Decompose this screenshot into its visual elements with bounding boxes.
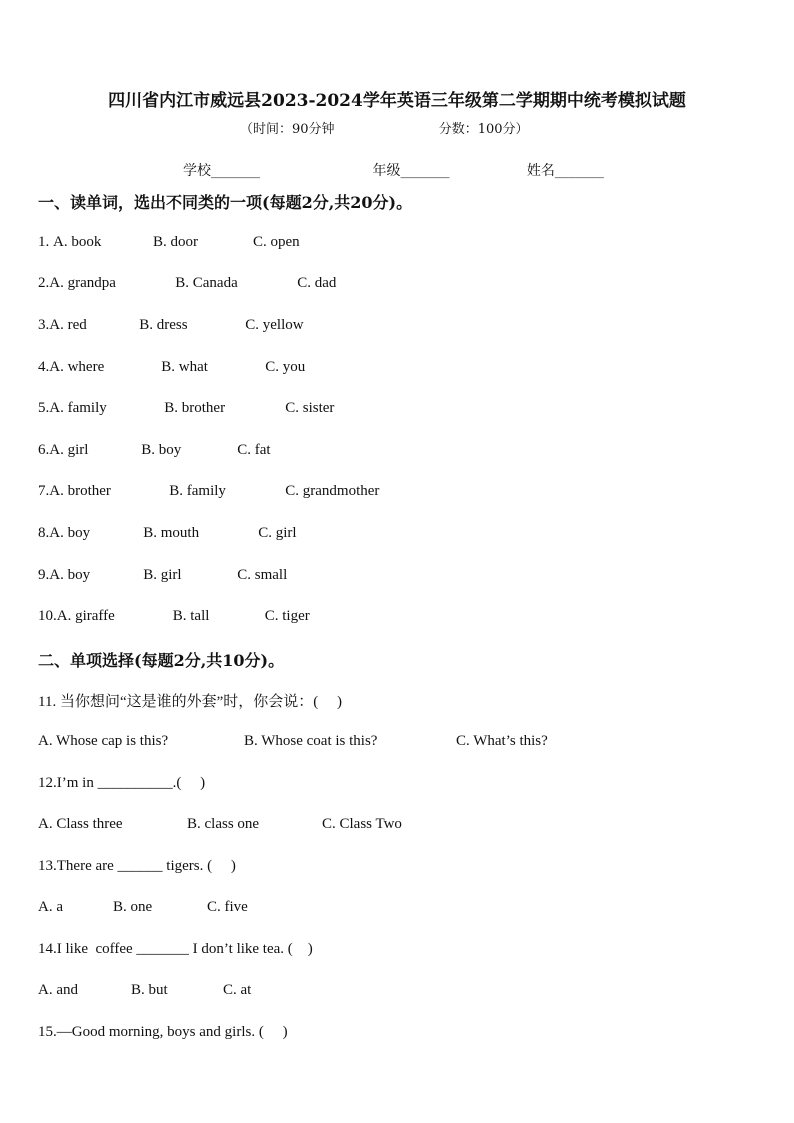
option-c[interactable]: C. girl: [258, 525, 297, 541]
option-a[interactable]: A. Class three: [38, 816, 123, 832]
option-b[interactable]: B. mouth: [143, 525, 200, 541]
option-b[interactable]: B. class one: [187, 816, 260, 832]
option-a[interactable]: A. and: [38, 982, 78, 998]
option-b[interactable]: B. dress: [139, 317, 188, 333]
option-c[interactable]: C. five: [207, 899, 248, 915]
option-a[interactable]: A. grandpa: [49, 275, 116, 291]
option-c[interactable]: C. sister: [285, 400, 335, 416]
question-2: 2.A. grandpa B. Canada C. dad: [38, 275, 337, 291]
option-b[interactable]: B. Whose coat is this?: [244, 733, 378, 749]
option-a[interactable]: A. boy: [49, 567, 91, 583]
option-a[interactable]: A. a: [38, 899, 63, 915]
option-b[interactable]: B. Canada: [175, 275, 238, 291]
total-score: 分数：100分）: [438, 122, 529, 137]
option-a[interactable]: A. boy: [49, 525, 91, 541]
option-b[interactable]: B. tall: [172, 608, 210, 624]
question-11-options: [38, 733, 548, 750]
option-a[interactable]: A. brother: [49, 483, 111, 499]
question-9: 9.A. boy B. girl C. small: [38, 567, 288, 583]
option-c[interactable]: C. Class Two: [322, 816, 402, 832]
question-12-options: [38, 816, 402, 833]
option-c[interactable]: C. grandmother: [285, 483, 380, 499]
page-title: 四川省内江市威远县2023-2024学年英语三年级第二学期期中统考模拟试题: [108, 91, 686, 111]
option-b[interactable]: B. one: [113, 899, 153, 915]
question-13-stem: 13.There are ______ tigers. ( ): [38, 858, 236, 874]
option-a[interactable]: A. girl: [49, 442, 89, 458]
section-1-heading: 一、读单词，选出不同类的一项(每题2分,共20分)。: [38, 193, 413, 212]
question-14-options: [38, 982, 251, 999]
option-c[interactable]: C. fat: [237, 442, 271, 458]
option-c[interactable]: C. small: [237, 567, 288, 583]
question-8: 8.A. boy B. mouth C. girl: [38, 525, 297, 541]
question-12-stem: 12.I’m in __________.( ): [38, 775, 206, 791]
question-4: 4.A. where B. what C. you: [38, 359, 306, 375]
question-11-stem: 11. 当你想问“这是谁的外套”时，你会说：( ): [38, 694, 343, 710]
option-b[interactable]: B. what: [161, 359, 208, 375]
option-a[interactable]: A. giraffe: [56, 608, 115, 624]
section-2-heading: 二、单项选择(每题2分,共10分)。: [38, 651, 285, 670]
question-3: 3.A. red B. dress C. yellow: [38, 317, 304, 333]
exam-meta: [240, 118, 529, 137]
option-c[interactable]: C. yellow: [245, 317, 304, 333]
option-c[interactable]: C. open: [253, 234, 300, 250]
option-b[interactable]: B. boy: [141, 442, 182, 458]
time-limit: （时间：90分钟: [240, 122, 335, 137]
option-c[interactable]: C. dad: [297, 275, 337, 291]
question-1: 1. A. book B. door C. open: [38, 234, 300, 250]
name-field[interactable]: 姓名_______: [526, 163, 604, 179]
option-c[interactable]: C. at: [223, 982, 252, 998]
option-a[interactable]: A. red: [49, 317, 87, 333]
option-b[interactable]: B. family: [169, 483, 226, 499]
question-5: 5.A. family B. brother C. sister: [38, 400, 335, 416]
question-14-stem: 14.I like coffee _______ I don’t like tea. ( ): [38, 941, 313, 957]
option-a[interactable]: A. book: [53, 234, 102, 250]
school-field[interactable]: 学校_______: [183, 163, 260, 179]
grade-field[interactable]: 年级_______: [372, 163, 450, 179]
option-c[interactable]: C. What’s this?: [456, 733, 548, 749]
option-c[interactable]: C. you: [265, 359, 306, 375]
question-10: 10.A. giraffe B. tall C. tiger: [38, 608, 310, 624]
option-a[interactable]: A. family: [49, 400, 107, 416]
question-7: 7.A. brother B. family C. grandmother: [38, 483, 380, 499]
question-13-options: [38, 899, 248, 916]
question-15-stem: 15.—Good morning, boys and girls. ( ): [38, 1024, 288, 1040]
option-b[interactable]: B. but: [131, 982, 168, 998]
question-6: 6.A. girl B. boy C. fat: [38, 442, 271, 458]
option-a[interactable]: A. Whose cap is this?: [38, 733, 169, 749]
option-b[interactable]: B. door: [153, 234, 198, 250]
option-a[interactable]: A. where: [49, 359, 105, 375]
option-b[interactable]: B. girl: [143, 567, 182, 583]
option-c[interactable]: C. tiger: [264, 608, 310, 624]
student-info-line: [183, 160, 604, 180]
option-b[interactable]: B. brother: [164, 400, 226, 416]
